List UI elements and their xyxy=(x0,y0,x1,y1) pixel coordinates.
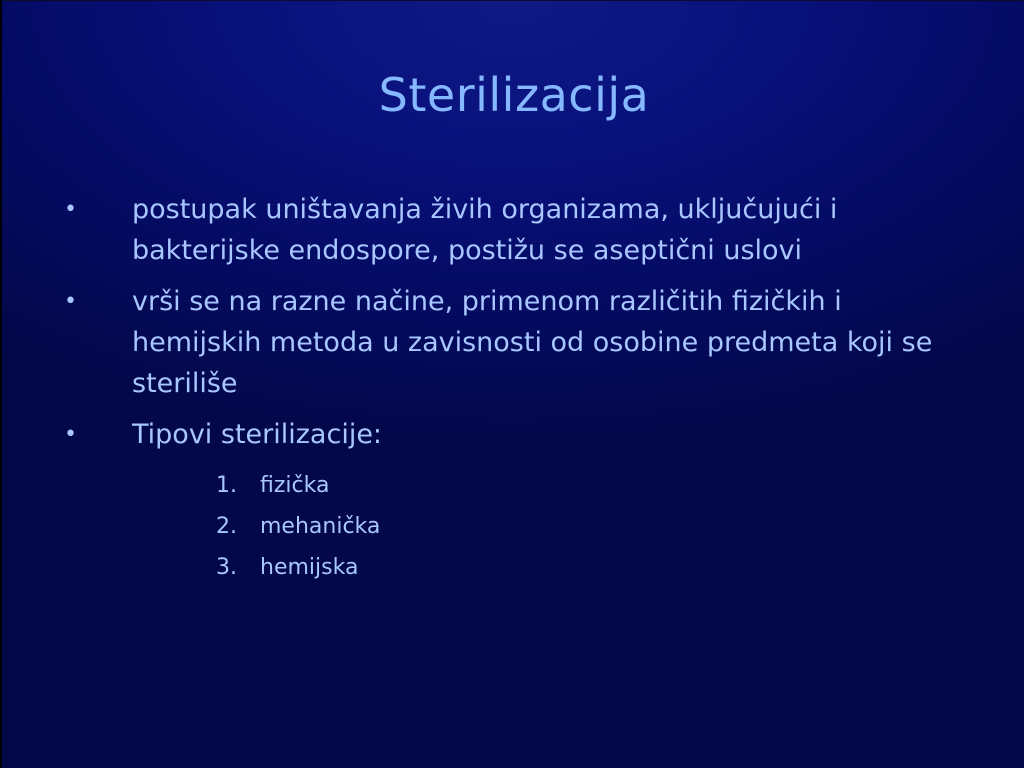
type-number: 1. xyxy=(216,473,237,498)
bullet-item-methods xyxy=(2,281,1024,404)
sterilization-types-list xyxy=(2,465,1024,588)
bullet-icon: • xyxy=(64,197,77,222)
bullet-icon: • xyxy=(64,289,77,314)
bullet-item-definition xyxy=(2,189,1024,271)
type-item xyxy=(2,465,1024,506)
type-number: 3. xyxy=(216,555,237,580)
bullet-text: vrši se na razne načine, primenom različitih fizičkih i hemijskih metoda u zavisnosti od osobine predmeta koji se steriliše xyxy=(132,286,933,399)
slide-title: Sterilizacija xyxy=(378,68,650,122)
bullet-text: postupak uništavanja živih organizama, uključujući i bakterijske endospore, postižu se aseptični uslovi xyxy=(132,194,838,266)
type-label: hemijska xyxy=(260,555,359,580)
type-item xyxy=(2,547,1024,588)
type-label: mehanička xyxy=(260,514,381,539)
type-number: 2. xyxy=(216,514,237,539)
bullet-icon: • xyxy=(64,422,77,447)
bullet-text: Tipovi sterilizacije: xyxy=(132,419,383,450)
type-label: fizička xyxy=(260,473,330,498)
type-item xyxy=(2,506,1024,547)
types-container xyxy=(2,465,1024,588)
bullet-item-types xyxy=(2,414,1024,455)
bullet-list xyxy=(2,189,1024,588)
